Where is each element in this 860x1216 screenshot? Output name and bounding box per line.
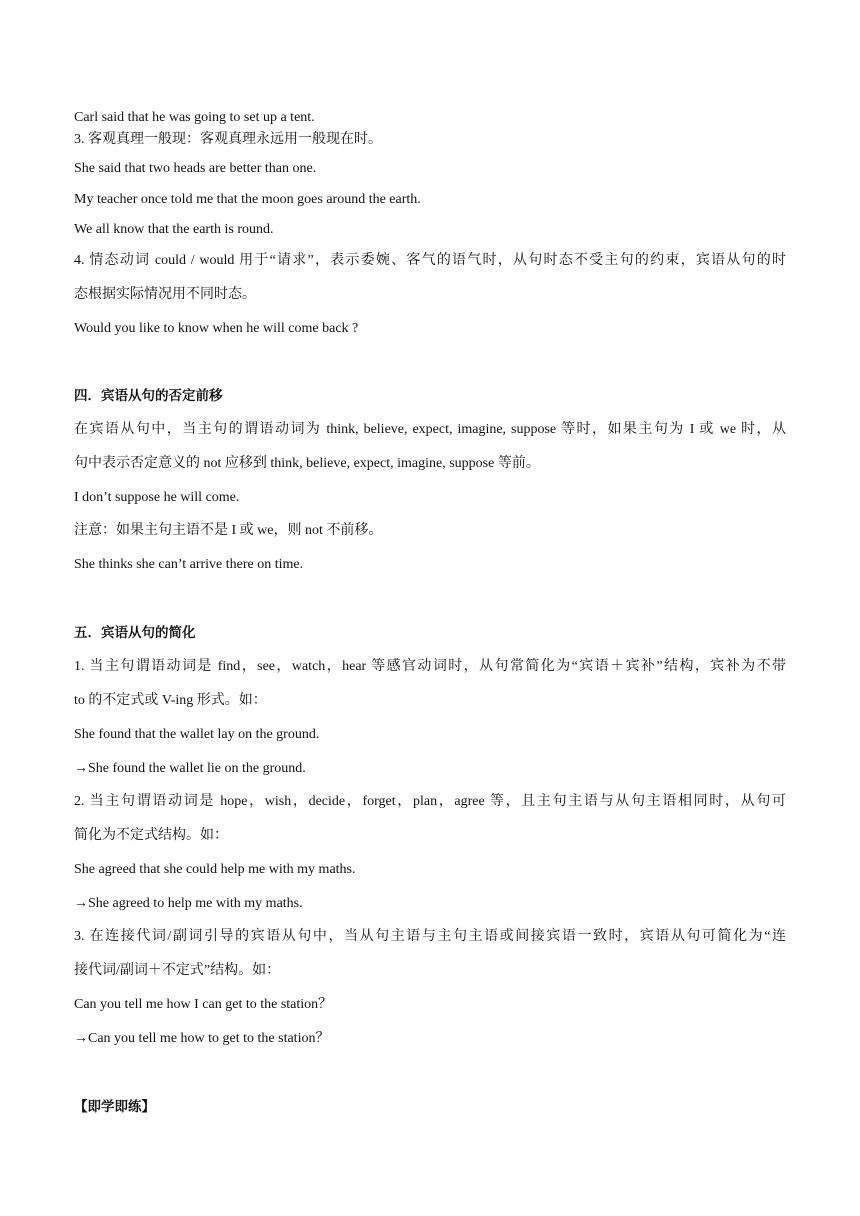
simplification-rule-3: 3. 在连接代词/副词引导的宾语从句中，当从句主语与主句主语或间接宾语一致时，宾语从句可简化为“连 [74,929,786,944]
section-heading-4: 四．宾语从句的否定前移 [74,388,223,404]
section-4-paragraph-continued: 句中表示否定意义的 not 应移到 think, believe, expect, imagine, suppose 等前。 [74,456,540,471]
simplification-rule-3-continued: 接代词/副词＋不定式”结构。如： [74,963,281,978]
example-sentence: She said that two heads are better than one. [74,161,317,176]
example-sentence: Carl said that he was going to set up a tent. [74,110,315,125]
rule-item-4: 4. 情态动词 could / would 用于“请求”，表示委婉、客气的语气时，从句时态不受主句的约束，宾语从句的时 [74,253,786,268]
example-sentence: My teacher once told me that the moon goes around the earth. [74,192,421,207]
note: 注意：如果主句主语不是 I 或 we，则 not 不前移。 [74,523,383,538]
example-sentence: Would you like to know when he will come back ? [74,321,359,336]
practice-heading: 【即学即练】 [74,1099,155,1115]
example-sentence: She found that the wallet lay on the ground. [74,727,320,742]
example-sentence: She agreed that she could help me with my maths. [74,862,356,877]
simplification-rule-1-continued: to 的不定式或 V-ing 形式。如： [74,693,267,708]
example-sentence: Can you tell me how I can get to the station？ [74,997,333,1012]
example-sentence: →Can you tell me how to get to the station？ [74,1031,330,1046]
example-sentence: I don’t suppose he will come. [74,490,240,505]
section-heading-5: 五．宾语从句的简化 [74,625,196,641]
example-sentence: She thinks she can’t arrive there on time. [74,557,304,572]
simplification-rule-1: 1. 当主句谓语动词是 find，see，watch，hear 等感官动词时，从句常简化为“宾语＋宾补”结构，宾补为不带 [74,659,786,674]
rule-item-4-continued: 态根据实际情况用不同时态。 [74,287,256,302]
simplification-rule-2-continued: 简化为不定式结构。如： [74,828,228,843]
example-sentence: →She found the wallet lie on the ground. [74,761,306,776]
rule-item-3: 3. 客观真理一般现：客观真理永远用一般现在时。 [74,132,382,147]
section-4-paragraph: 在宾语从句中，当主句的谓语动词为 think, believe, expect, imagine, suppose 等时，如果主句为 I 或 we 时，从 [74,422,786,437]
simplification-rule-2: 2. 当主句谓语动词是 hope，wish，decide，forget，plan，agree 等，且主句主语与从句主语相同时，从句可 [74,794,786,809]
example-sentence: We all know that the earth is round. [74,222,274,237]
example-sentence: →She agreed to help me with my maths. [74,896,303,911]
